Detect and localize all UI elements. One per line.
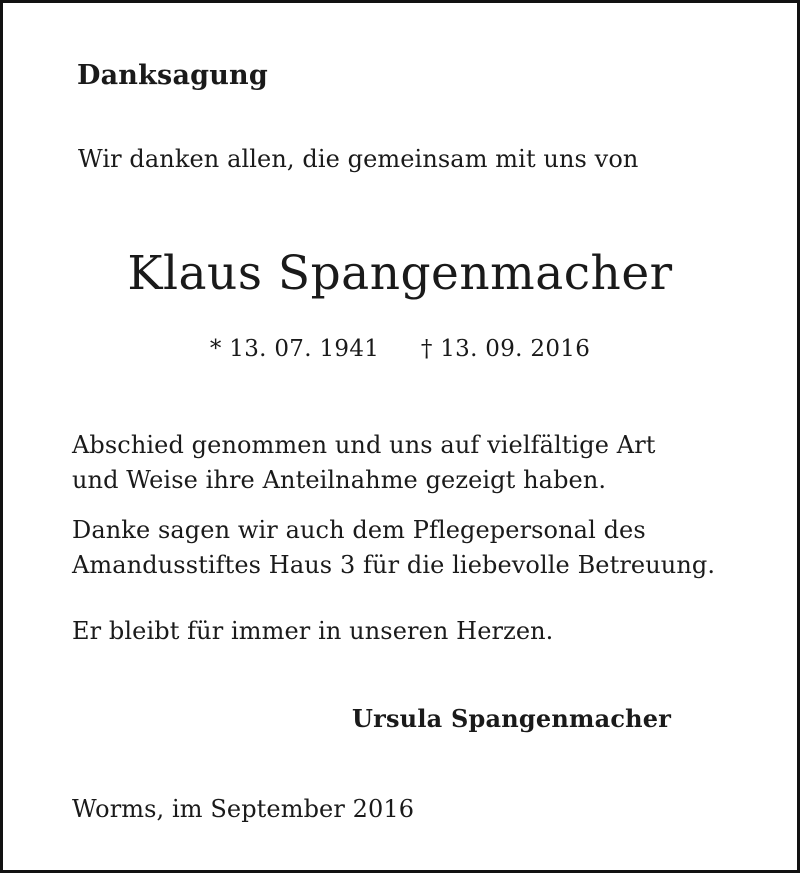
intro-text: Wir danken allen, die gemeinsam mit uns von	[78, 145, 639, 173]
care-staff-paragraph-line-2: Amandusstiftes Haus 3 für die liebevolle Betreuung.	[72, 551, 716, 579]
birth-date: * 13. 07. 1941	[209, 336, 380, 362]
signature: Ursula Spangenmacher	[352, 704, 672, 733]
deceased-name: Klaus Spangenmacher	[127, 246, 673, 301]
care-staff-paragraph	[72, 513, 715, 583]
thanks-paragraph-line-1: Abschied genommen und uns auf vielfältige Art	[72, 431, 656, 459]
closing-sentence: Er bleibt für immer in unseren Herzen.	[72, 617, 554, 645]
notice-heading: Danksagung	[77, 60, 268, 91]
thanks-paragraph-line-2: und Weise ihre Anteilnahme gezeigt haben.	[72, 466, 607, 494]
life-dates	[0, 336, 800, 362]
thanks-paragraph	[72, 428, 656, 498]
death-date: † 13. 09. 2016	[420, 336, 591, 362]
care-staff-paragraph-line-1: Danke sagen wir auch dem Pflegepersonal des	[72, 516, 646, 544]
place-and-date: Worms, im September 2016	[72, 795, 415, 823]
